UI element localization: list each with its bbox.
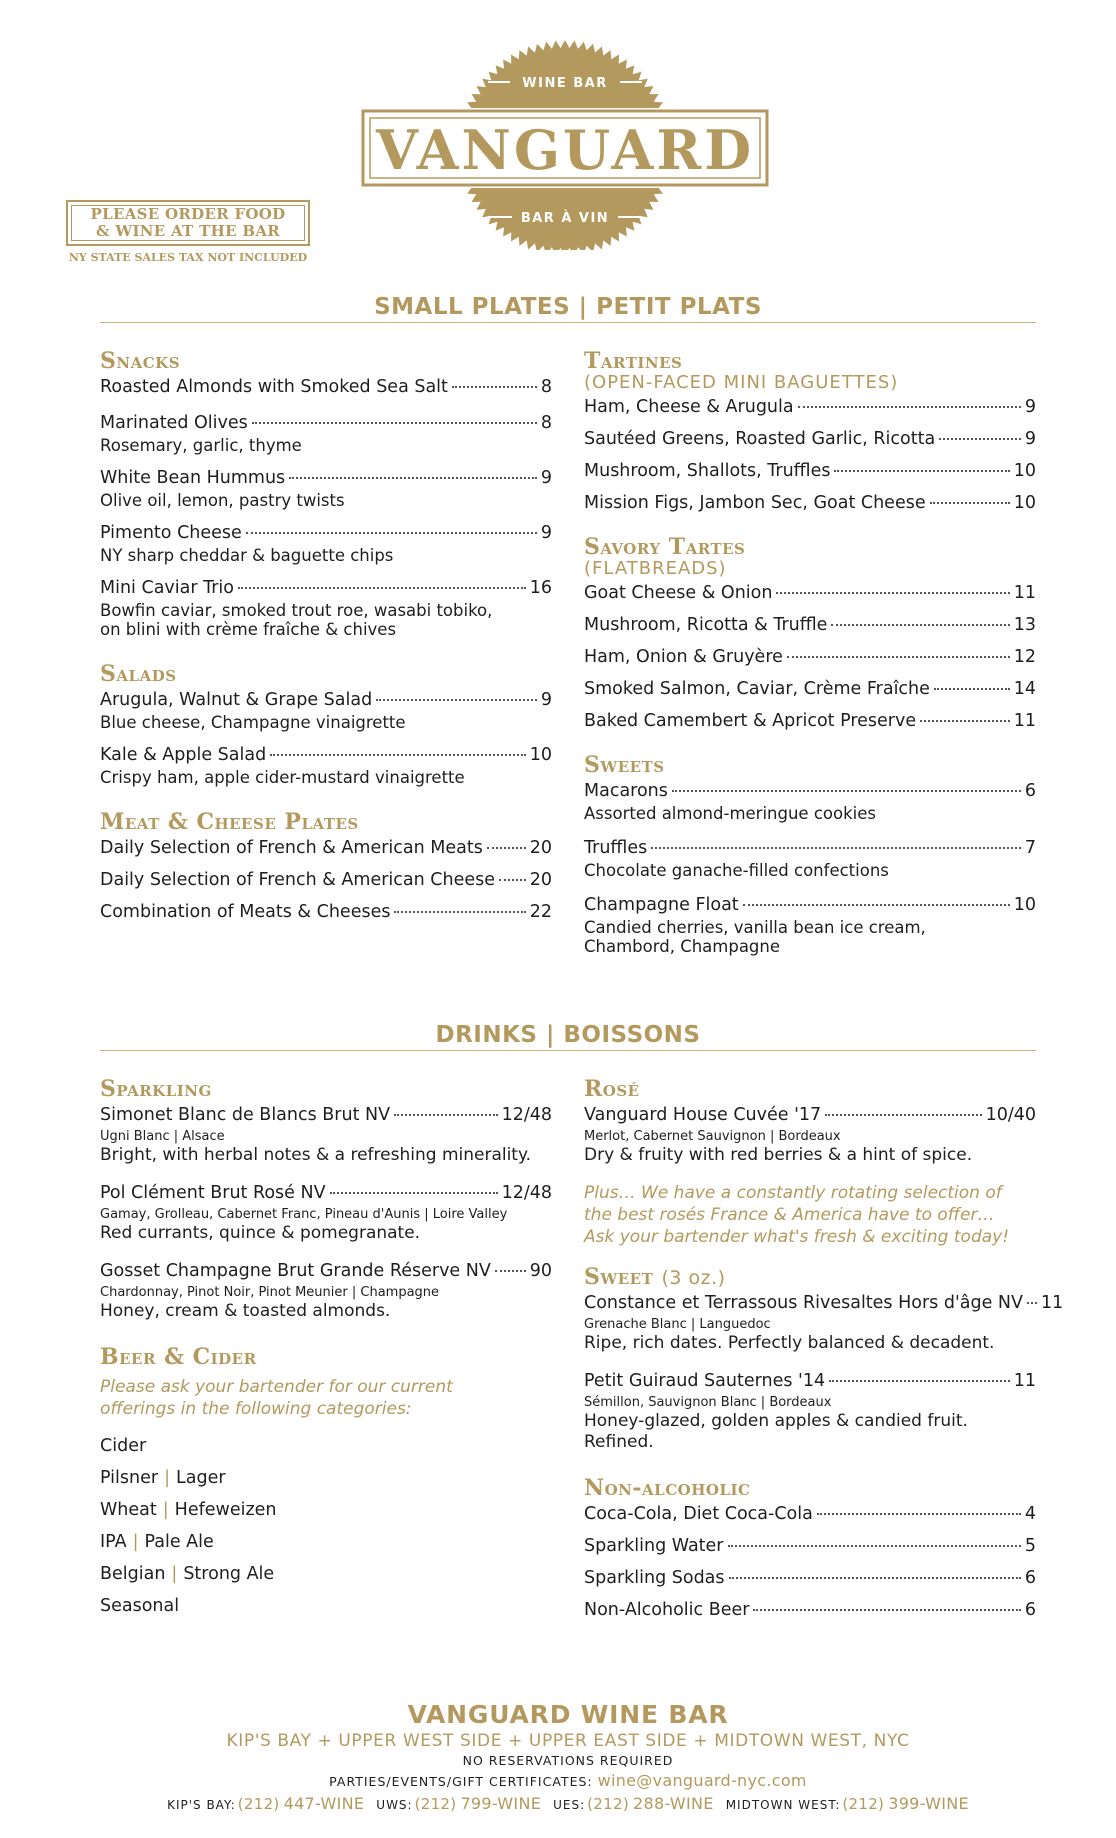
beer-note: Please ask your bartender for our current <box>100 1377 453 1397</box>
beer-category-row <box>100 1430 552 1462</box>
beer-separator: | <box>164 1468 170 1488</box>
events-label: PARTIES/EVENTS/GIFT CERTIFICATES: <box>329 1774 593 1789</box>
beer-category-row <box>100 1462 552 1494</box>
item-name: Daily Selection of French & American Meats <box>100 838 483 858</box>
beer-style: IPA <box>100 1532 127 1552</box>
dot-leader <box>452 386 537 388</box>
menu-item <box>584 394 1036 420</box>
menu-item <box>100 1258 552 1322</box>
beer-category-row <box>100 1526 552 1558</box>
menu-item <box>584 1368 1036 1453</box>
dot-leader <box>920 720 1010 722</box>
beer-category-row <box>100 1590 552 1622</box>
item-price: 6 <box>1024 1568 1036 1588</box>
phone-number[interactable]: 799-WINE <box>460 1794 542 1813</box>
beer-separator: | <box>132 1532 139 1552</box>
item-price: 11 <box>1013 583 1036 603</box>
phone-area-code: (212) <box>842 1795 885 1813</box>
item-name: Kale & Apple Salad <box>100 745 267 765</box>
menu-item <box>100 520 552 565</box>
drinks-title: DRINKS | BOISSONS <box>435 1022 701 1048</box>
footer-title: VANGUARD WINE BAR <box>407 1700 729 1729</box>
item-description: Crispy ham, apple cider-mustard vinaigrette <box>100 768 465 787</box>
item-name: Marinated Olives <box>100 413 248 433</box>
menu-item-row <box>100 575 552 601</box>
beer-separator: | <box>162 1500 169 1520</box>
sparkling-list <box>100 1102 552 1322</box>
menu-item-row <box>584 490 1036 516</box>
menu-item <box>584 426 1036 452</box>
category-snacks: Snacks <box>100 348 181 374</box>
menu-item-row <box>100 410 552 436</box>
menu-item-row <box>100 899 552 925</box>
rose-note: Plus… We have a constantly rotating selection of <box>584 1183 1002 1203</box>
item-price: 5 <box>1024 1536 1036 1556</box>
menu-item <box>584 1290 1064 1354</box>
item-grapes: Gamay, Grolleau, Cabernet Franc, Pineau d'Aunis | Loire Valley <box>100 1207 508 1222</box>
menu-item-row <box>584 458 1036 484</box>
rose-note: Ask your bartender what's fresh & exciting today! <box>584 1227 1010 1247</box>
menu-item <box>584 676 1036 702</box>
sweets-list <box>584 778 1036 956</box>
menu-item <box>100 374 552 400</box>
item-name: Mission Figs, Jambon Sec, Goat Cheese <box>584 493 926 513</box>
category-beer-cider: Beer & Cider <box>100 1344 257 1370</box>
phone-area-code: (212) <box>237 1795 280 1813</box>
item-price: 10 <box>1013 461 1036 481</box>
beer-style: Pale Ale <box>144 1532 214 1552</box>
beer-separator: | <box>171 1564 178 1584</box>
menu-item <box>100 410 552 455</box>
beer-style: Cider <box>100 1436 147 1456</box>
order-notice-line: & WINE AT THE BAR <box>95 222 281 240</box>
item-tasting-note: Bright, with herbal notes & a refreshing minerality. <box>100 1145 532 1165</box>
category-tartines: Tartines <box>584 348 683 374</box>
small-plates-right-column <box>584 348 1036 956</box>
item-name: Gosset Champagne Brut Grande Réserve NV <box>100 1261 491 1281</box>
item-price: 12/48 <box>501 1105 552 1125</box>
item-price: 20 <box>529 838 552 858</box>
menu-item-row <box>584 778 1036 804</box>
dot-leader <box>728 1545 1021 1547</box>
dot-leader <box>270 754 526 756</box>
beer-style: Seasonal <box>100 1596 180 1616</box>
menu-item <box>584 1501 1036 1527</box>
item-price: 12/48 <box>501 1183 552 1203</box>
dot-leader <box>672 790 1021 792</box>
item-description: Bowfin caviar, smoked trout roe, wasabi tobiko, <box>100 601 493 620</box>
item-name: White Bean Hummus <box>100 468 286 488</box>
beer-style: Hefeweizen <box>174 1500 277 1520</box>
item-name: Goat Cheese & Onion <box>584 583 773 603</box>
dot-leader <box>252 422 537 424</box>
category-sweets: Sweets <box>584 752 665 778</box>
menu-item-row <box>100 374 552 400</box>
menu-item <box>584 580 1036 606</box>
menu-item <box>100 687 552 732</box>
tax-note: NY STATE SALES TAX NOT INCLUDED <box>68 251 308 264</box>
menu-item-row <box>584 1597 1036 1623</box>
menu-item-row <box>584 1368 1036 1394</box>
item-name: Truffles <box>584 838 648 858</box>
logo-top-text: WINE BAR <box>522 76 608 91</box>
dot-leader <box>330 1192 498 1194</box>
small-plates-title: SMALL PLATES | PETIT PLATS <box>374 294 762 320</box>
menu-item-row <box>584 426 1036 452</box>
sweet-subtitle: (3 oz.) <box>661 1267 726 1289</box>
dot-leader <box>831 624 1009 626</box>
item-name: Sparkling Water <box>584 1536 724 1556</box>
item-price: 6 <box>1024 781 1036 801</box>
item-price: 10 <box>1013 895 1036 915</box>
beer-style: Lager <box>175 1468 226 1488</box>
menu-item <box>100 1102 552 1166</box>
dot-leader <box>394 1114 497 1116</box>
item-name: Smoked Salmon, Caviar, Crème Fraîche <box>584 679 930 699</box>
item-price: 8 <box>540 413 552 433</box>
menu-item <box>100 742 552 787</box>
menu-item <box>584 1565 1036 1591</box>
item-grapes: Merlot, Cabernet Sauvignon | Bordeaux <box>584 1129 841 1144</box>
menu-item <box>100 867 552 893</box>
dot-leader <box>829 1380 1010 1382</box>
category-non-alcoholic: Non-alcoholic <box>584 1475 751 1501</box>
menu-item-row <box>100 520 552 546</box>
drinks-right-column <box>584 1076 1064 1623</box>
item-tasting-note: Honey, cream & toasted almonds. <box>100 1301 391 1321</box>
menu-item-row <box>584 835 1036 861</box>
item-name: Baked Camembert & Apricot Preserve <box>584 711 917 731</box>
item-name: Constance et Terrassous Rivesaltes Hors d'âge NV <box>584 1293 1023 1313</box>
item-name: Non-Alcoholic Beer <box>584 1600 750 1620</box>
menu-item-row <box>100 1102 552 1128</box>
beer-category-row <box>100 1558 552 1590</box>
dot-leader <box>487 847 526 849</box>
order-notice-line: PLEASE ORDER FOOD <box>90 205 286 223</box>
item-name: Mushroom, Ricotta & Truffle <box>584 615 828 635</box>
menu-item-row <box>584 1290 1064 1316</box>
phone-location: KIP'S BAY: <box>167 1798 236 1812</box>
menu-item-row <box>584 892 1036 918</box>
meat-cheese-list <box>100 835 552 925</box>
item-price: 9 <box>540 523 552 543</box>
dot-leader <box>934 688 1010 690</box>
item-description: Candied cherries, vanilla bean ice cream, <box>584 918 926 937</box>
small-plates-left-column <box>100 348 552 925</box>
phone-location: UES: <box>553 1798 586 1812</box>
dot-leader <box>753 1609 1020 1611</box>
item-price: 22 <box>529 902 552 922</box>
menu-item-row <box>584 1565 1036 1591</box>
menu-item <box>584 892 1036 956</box>
item-description: Chocolate ganache-filled confections <box>584 861 889 880</box>
menu-item-row <box>584 580 1036 606</box>
item-description: Rosemary, garlic, thyme <box>100 436 302 455</box>
menu-item-row <box>100 687 552 713</box>
item-name: Sparkling Sodas <box>584 1568 725 1588</box>
item-name: Mushroom, Shallots, Truffles <box>584 461 831 481</box>
drinks-left-column <box>100 1076 552 1622</box>
item-price: 9 <box>1024 397 1036 417</box>
phone-location: MIDTOWN WEST: <box>725 1798 841 1812</box>
item-price: 12 <box>1013 647 1036 667</box>
menu-item <box>100 465 552 510</box>
dot-leader <box>817 1513 1021 1515</box>
category-rose: Rosé <box>584 1076 640 1102</box>
item-description: Olive oil, lemon, pastry twists <box>100 491 345 510</box>
non-alcoholic-list <box>584 1501 1036 1623</box>
item-name: Petit Guiraud Sauternes '14 <box>584 1371 826 1391</box>
menu-item-row <box>100 1258 552 1284</box>
menu-item-row <box>584 1501 1036 1527</box>
beer-style: Pilsner <box>100 1468 159 1488</box>
item-grapes: Sémillon, Sauvignon Blanc | Bordeaux <box>584 1395 832 1410</box>
item-price: 11 <box>1013 711 1036 731</box>
item-price: 20 <box>529 870 552 890</box>
dot-leader <box>939 438 1021 440</box>
menu-item-row <box>584 1102 1036 1128</box>
menu-item <box>100 575 552 639</box>
dot-leader <box>798 406 1021 408</box>
tartes-list <box>584 580 1036 734</box>
menu-item-row <box>584 1533 1036 1559</box>
salads-list <box>100 687 552 787</box>
item-name: Sautéed Greens, Roasted Garlic, Ricotta <box>584 429 936 449</box>
item-price: 11 <box>1041 1293 1064 1313</box>
dot-leader <box>651 847 1021 849</box>
menu-item-row <box>100 465 552 491</box>
footer-events <box>100 1770 1036 1793</box>
phone-location: UWS: <box>376 1798 413 1812</box>
menu-item <box>584 490 1036 516</box>
dot-leader <box>787 656 1010 658</box>
beer-style: Belgian <box>100 1564 166 1584</box>
menu-item <box>584 1533 1036 1559</box>
rose-note: the best rosés France & America have to offer… <box>584 1205 995 1225</box>
dot-leader <box>776 592 1009 594</box>
item-price: 13 <box>1013 615 1036 635</box>
dot-leader <box>930 502 1010 504</box>
dot-leader <box>1027 1302 1037 1304</box>
phone-entry <box>725 1794 969 1813</box>
menu-item-row <box>584 612 1036 638</box>
dot-leader <box>376 699 537 701</box>
menu-item <box>584 1102 1036 1166</box>
item-description: Blue cheese, Champagne vinaigrette <box>100 713 406 732</box>
item-tasting-note: Honey-glazed, golden apples & candied fruit. Refined. <box>584 1411 968 1452</box>
category-sparkling: Sparkling <box>100 1076 212 1102</box>
sweet-list <box>584 1290 1064 1453</box>
item-price: 14 <box>1013 679 1036 699</box>
item-name: Ham, Onion & Gruyère <box>584 647 783 667</box>
phone-entry <box>376 1794 542 1813</box>
beer-category-row <box>100 1494 552 1526</box>
snacks-list <box>100 374 552 639</box>
footer-phones <box>100 1793 1036 1816</box>
menu-item <box>100 1180 552 1244</box>
category-sweet <box>584 1264 1036 1290</box>
drinks-rule <box>100 1050 1036 1051</box>
menu-item <box>584 612 1036 638</box>
menu-item <box>100 899 552 925</box>
item-description: NY sharp cheddar & baguette chips <box>100 546 394 565</box>
phone-area-code: (212) <box>587 1795 629 1813</box>
dot-leader <box>246 532 537 534</box>
menu-item-row <box>584 644 1036 670</box>
phone-number[interactable]: 288-WINE <box>633 1794 714 1813</box>
item-price: 10/40 <box>985 1105 1036 1125</box>
menu-item-row <box>100 742 552 768</box>
item-grapes: Chardonnay, Pinot Noir, Pinot Meunier | Champagne <box>100 1285 440 1300</box>
category-salads: Salads <box>100 661 177 687</box>
item-tasting-note: Dry & fruity with red berries & a hint of spice. <box>584 1145 973 1165</box>
dot-leader <box>743 904 1010 906</box>
item-price: 7 <box>1024 838 1036 858</box>
phone-entry <box>167 1794 365 1813</box>
menu-item <box>584 1597 1036 1623</box>
item-name: Mini Caviar Trio <box>100 578 235 598</box>
beer-style: Wheat <box>100 1500 157 1520</box>
item-price: 9 <box>540 690 552 710</box>
dot-leader <box>289 477 537 479</box>
menu-item-row <box>100 1180 552 1206</box>
item-price: 90 <box>529 1261 552 1281</box>
item-price: 16 <box>529 578 552 598</box>
category-meat-cheese: Meat & Cheese Plates <box>100 809 359 835</box>
rose-list <box>584 1102 1036 1166</box>
menu-item <box>100 835 552 861</box>
item-name: Daily Selection of French & American Cheese <box>100 870 495 890</box>
item-name: Pimento Cheese <box>100 523 242 543</box>
order-at-bar-notice <box>66 200 310 246</box>
menu-item-row <box>100 835 552 861</box>
item-name: Coca-Cola, Diet Coca-Cola <box>584 1504 813 1524</box>
item-price: 6 <box>1024 1600 1036 1620</box>
item-name: Vanguard House Cuvée '17 <box>584 1105 822 1125</box>
item-name: Roasted Almonds with Smoked Sea Salt <box>100 377 448 397</box>
item-price: 10 <box>1013 493 1036 513</box>
tartines-subtitle: (OPEN-FACED MINI BAGUETTES) <box>584 372 899 393</box>
menu-item-row <box>584 394 1036 420</box>
logo-name: VANGUARD <box>375 118 755 182</box>
vanguard-logo <box>360 30 770 250</box>
menu-item <box>584 458 1036 484</box>
menu-item <box>584 644 1036 670</box>
item-name: Arugula, Walnut & Grape Salad <box>100 690 373 710</box>
beer-style: Strong Ale <box>183 1564 275 1584</box>
menu-item <box>584 835 1036 880</box>
phone-entry <box>553 1794 714 1813</box>
dot-leader <box>834 470 1009 472</box>
category-savory-tartes: Savory Tartes <box>584 534 746 560</box>
dot-leader <box>729 1577 1021 1579</box>
phone-number[interactable]: 447-WINE <box>283 1794 365 1813</box>
footer <box>100 1700 1036 1816</box>
menu-item <box>584 778 1036 823</box>
phone-number[interactable]: 399-WINE <box>888 1794 969 1813</box>
item-tasting-note: Ripe, rich dates. Perfectly balanced & decadent. <box>584 1333 995 1353</box>
item-price: 9 <box>1024 429 1036 449</box>
item-price: 11 <box>1013 1371 1036 1391</box>
item-description: Assorted almond-meringue cookies <box>584 804 876 823</box>
item-grapes: Ugni Blanc | Alsace <box>100 1129 225 1144</box>
menu-item <box>584 708 1036 734</box>
beer-note: offerings in the following categories: <box>100 1399 412 1419</box>
item-price: 8 <box>540 377 552 397</box>
menu-item-row <box>100 867 552 893</box>
item-price: 9 <box>540 468 552 488</box>
menu-item-row <box>584 676 1036 702</box>
sweet-title: Sweet <box>584 1264 654 1290</box>
item-description: on blini with crème fraîche & chives <box>100 620 397 639</box>
dot-leader <box>238 587 526 589</box>
menu-item-row <box>584 708 1036 734</box>
dot-leader <box>499 879 526 881</box>
phone-area-code: (212) <box>414 1795 457 1813</box>
email-link[interactable]: wine@vanguard-nyc.com <box>597 1771 807 1790</box>
item-price: 4 <box>1024 1504 1036 1524</box>
tartines-list <box>584 394 1036 516</box>
item-grapes: Grenache Blanc | Languedoc <box>584 1317 771 1332</box>
item-name: Ham, Cheese & Arugula <box>584 397 794 417</box>
item-name: Macarons <box>584 781 668 801</box>
item-description: Chambord, Champagne <box>584 937 781 956</box>
tartes-subtitle: (FLATBREADS) <box>584 558 727 579</box>
item-tasting-note: Red currants, quince & pomegranate. <box>100 1223 421 1243</box>
item-name: Champagne Float <box>584 895 739 915</box>
small-plates-rule <box>100 322 1036 323</box>
footer-locations: KIP'S BAY + UPPER WEST SIDE + UPPER EAST SIDE + MIDTOWN WEST, NYC <box>226 1731 910 1751</box>
footer-no-reservations: NO RESERVATIONS REQUIRED <box>462 1753 674 1768</box>
logo-bottom-text: BAR À VIN <box>520 211 610 226</box>
item-name: Pol Clément Brut Rosé NV <box>100 1183 326 1203</box>
dot-leader <box>825 1114 981 1116</box>
item-price: 10 <box>529 745 552 765</box>
item-name: Combination of Meats & Cheeses <box>100 902 391 922</box>
dot-leader <box>394 911 525 913</box>
item-name: Simonet Blanc de Blancs Brut NV <box>100 1105 391 1125</box>
beer-categories <box>100 1430 552 1622</box>
dot-leader <box>495 1270 526 1272</box>
